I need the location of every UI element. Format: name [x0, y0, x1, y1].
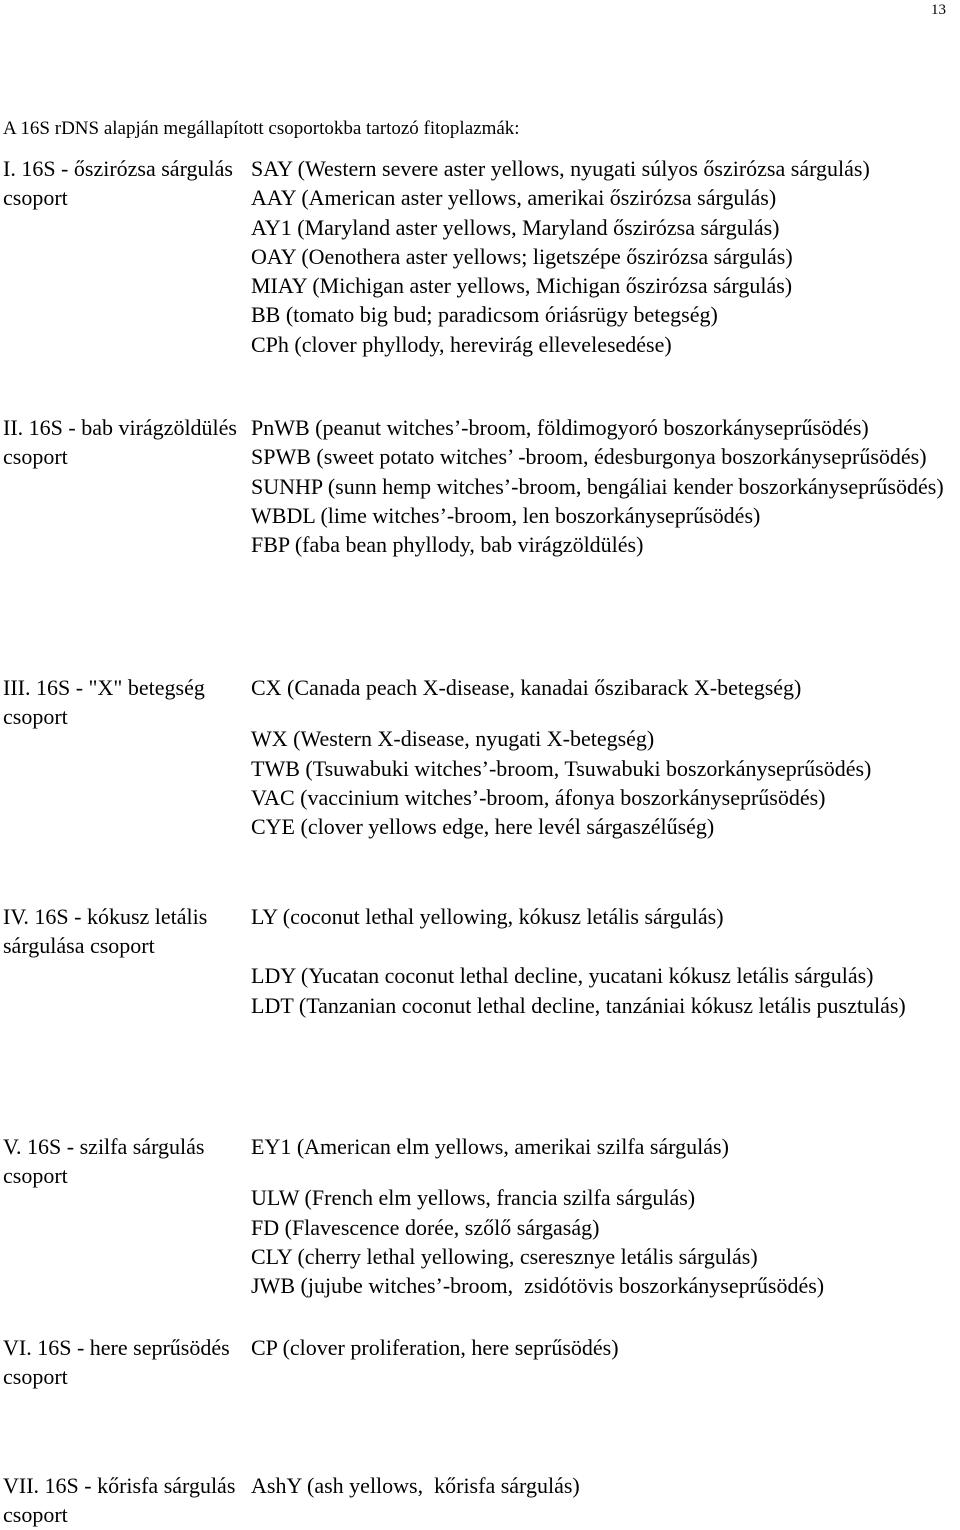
list-item: JWB (jujube witches’-broom, zsidótövis boszorkányseprűsödés): [251, 1273, 825, 1299]
list-item: BB (tomato big bud; paradicsom óriásrügy betegség): [251, 302, 718, 328]
list-item: AAY (American aster yellows, amerikai őszirózsa sárgulás): [251, 185, 777, 211]
intro-text: A 16S rDNS alapján megállapított csoportokba tartozó fitoplazmák:: [3, 118, 520, 139]
list-item: LDY (Yucatan coconut lethal decline, yucatani kókusz letális sárgulás): [251, 963, 874, 989]
list-item: SPWB (sweet potato witches’ -broom, édesburgonya boszorkányseprűsödés): [251, 444, 927, 470]
group-label: III. 16S - "X" betegség csoport: [3, 675, 205, 730]
list-item: ULW (French elm yellows, francia szilfa sárgulás): [251, 1185, 696, 1211]
group-label: II. 16S - bab virágzöldülés csoport: [3, 415, 237, 470]
group-items: [251, 1471, 956, 1500]
list-item: VAC (vaccinium witches’-broom, áfonya boszorkányseprűsödés): [251, 784, 826, 810]
list-item: FBP (faba bean phyllody, bab virágzöldülés): [251, 532, 644, 558]
group-label: VII. 16S - kőrisfa sárgulás csoport: [3, 1473, 236, 1528]
group-label: VI. 16S - here seprűsödés csoport: [3, 1335, 230, 1390]
group-items: [251, 1132, 956, 1300]
group-label: V. 16S - szilfa sárgulás csoport: [3, 1134, 205, 1189]
list-item: WBDL (lime witches’-broom, len boszorkányseprűsödés): [251, 502, 761, 528]
list-item: WX (Western X-disease, nyugati X-betegség): [251, 726, 655, 752]
list-item: AY1 (Maryland aster yellows, Maryland őszirózsa sárgulás): [251, 214, 780, 240]
list-item: AshY (ash yellows, kőrisfa sárgulás): [251, 1473, 580, 1498]
list-item: OAY (Oenothera aster yellows; ligetszépe őszirózsa sárgulás): [251, 243, 793, 269]
list-item: PnWB (peanut witches’-broom, földimogyoró boszorkányseprűsödés): [251, 415, 869, 440]
group-items: [251, 673, 956, 841]
list-item: SAY (Western severe aster yellows, nyugati súlyos őszirózsa sárgulás): [251, 156, 870, 181]
list-item: CP (clover proliferation, here seprűsödés): [251, 1335, 619, 1360]
group-items: [251, 413, 956, 559]
group-items: [251, 154, 956, 359]
group-label: I. 16S - őszirózsa sárgulás csoport: [3, 156, 233, 211]
list-item: MIAY (Michigan aster yellows, Michigan őszirózsa sárgulás): [251, 273, 793, 299]
group-label: IV. 16S - kókusz letális sárgulása csoport: [3, 904, 208, 959]
list-item: FD (Flavescence dorée, szőlő sárgaság): [251, 1214, 600, 1240]
list-item: CX (Canada peach X-disease, kanadai őszibarack X-betegség): [251, 675, 802, 700]
list-item: SUNHP (sunn hemp witches’-broom, bengáliai kender boszorkányseprűsödés): [251, 473, 944, 499]
list-item: LDT (Tanzanian coconut lethal decline, tanzániai kókusz letális pusztulás): [251, 992, 906, 1018]
page-number: 13: [931, 2, 946, 18]
list-item: TWB (Tsuwabuki witches’-broom, Tsuwabuki boszorkányseprűsödés): [251, 755, 872, 781]
group-items: [251, 1333, 956, 1362]
list-item: CLY (cherry lethal yellowing, cseresznye letális sárgulás): [251, 1243, 758, 1269]
group-items: [251, 902, 956, 1020]
list-item: CPh (clover phyllody, herevirág ellevelesedése): [251, 331, 672, 357]
list-item: LY (coconut lethal yellowing, kókusz letális sárgulás): [251, 904, 724, 929]
list-item: CYE (clover yellows edge, here levél sárgaszélűség): [251, 814, 715, 840]
list-item: EY1 (American elm yellows, amerikai szilfa sárgulás): [251, 1134, 729, 1159]
